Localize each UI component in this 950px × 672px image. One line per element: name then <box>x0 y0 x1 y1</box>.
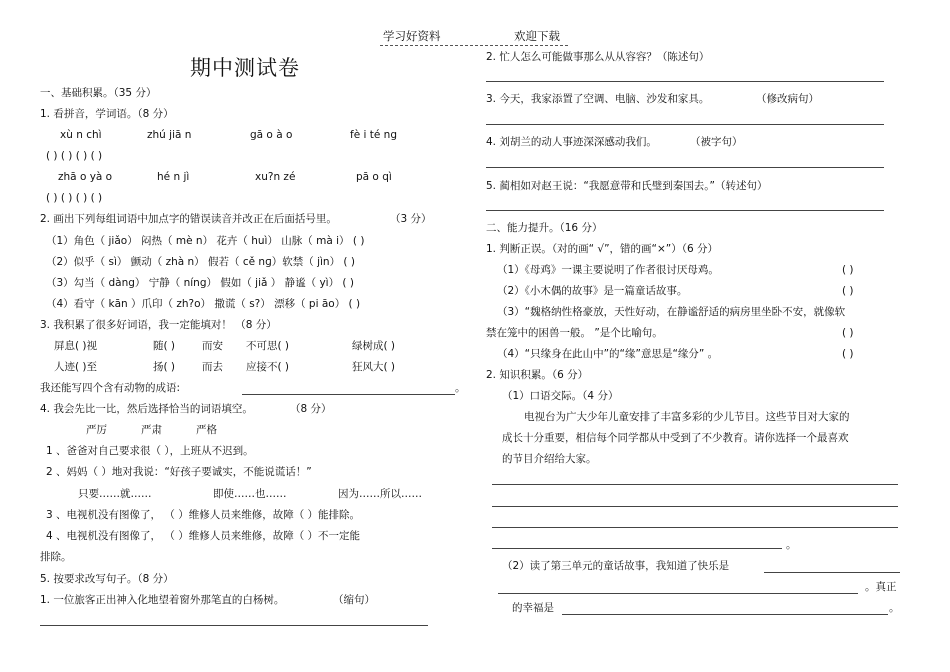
r-q4-text: 4. 刘胡兰的动人事迹深深感动我们。 <box>486 136 657 148</box>
q1-pinyin-1: xù n chì <box>60 129 102 141</box>
q1-pinyin-5: zhā o yà o <box>58 171 113 183</box>
header-left: 学习好资料 <box>383 29 441 43</box>
q4-sentence-4: 4 、电视机没有图像了， （ ）维修人员来维修，故障（ ）不一定能 <box>46 530 361 542</box>
q3-item-6b: 而去 <box>202 361 223 373</box>
oral-para-2: 成长十分重要，相信每个同学都从中受到了不少教育。请你选择一个最喜欢 <box>502 432 849 444</box>
q1-pinyin-4: fè i té ng <box>350 129 397 141</box>
r-q3-tag: （修改病句） <box>756 93 819 105</box>
q3-idiom-answer-line[interactable] <box>242 394 455 395</box>
judge-title: 1. 判断正误。（对的画“ √”，错的画“×”）（6 分） <box>486 243 718 255</box>
q3-idiom-label: 我还能写四个含有动物的成语: <box>40 382 181 394</box>
q3-item-5[interactable]: 人迹( )至 <box>54 361 98 373</box>
q4-word-1: 严厉 <box>86 424 107 436</box>
judge-answer-3[interactable]: ( ) <box>842 327 854 339</box>
oral-para-1: 电视台为广大少年儿童安排了丰富多彩的少儿节目。这些节目对大家的 <box>524 411 850 423</box>
judge-answer-4[interactable]: ( ) <box>842 348 854 360</box>
q3-item-2[interactable]: 随( ) <box>153 340 176 352</box>
q1-pinyin-2: zhú jiā n <box>147 129 192 141</box>
q4-sentence-3: 3 、电视机没有图像了， （ ）维修人员来维修，故障（ ）能排除。 <box>46 509 361 521</box>
oral-answer-line-2[interactable] <box>492 506 898 507</box>
q2-row-3: （3）勾当（ dàng） 宁静（ níng） 假如（ jiǎ ） 静谧（ yì） ( ) <box>46 277 354 289</box>
r-q5-answer-line[interactable] <box>486 210 884 211</box>
q5-sentence-1: 1. 一位旅客正出神入化地望着窗外那笔直的白杨树。 <box>40 594 285 606</box>
judge-item-1: （1）《母鸡》一课主要说明了作者很讨厌母鸡。 <box>497 264 719 276</box>
fairy-tale-cont: 。真正 <box>865 581 897 593</box>
happiness-answer-line-3[interactable] <box>562 614 888 615</box>
q3-item-3[interactable]: 不可思( ) <box>246 340 290 352</box>
q2-row-2: （2）似乎（ sì） 颤动（ zhà n） 假若（ cě nɡ）软禁（ jìn） ( ) <box>46 256 355 268</box>
q2-row-1: （1）角色（ jiǎo） 闷热（ mè n） 花卉（ huì） 山脉（ mà i） ( ) <box>46 235 365 247</box>
judge-answer-2[interactable]: ( ) <box>842 285 854 297</box>
q4-score: （8 分） <box>290 403 332 415</box>
q4-word-3: 严格 <box>196 424 217 436</box>
section-2-heading: 二、能力提升。（16 分） <box>486 222 603 234</box>
q1-answer-brackets-1[interactable]: ( ) ( ) ( ) ( ) <box>46 150 103 162</box>
q4-word-6: 因为……所以…… <box>338 488 422 500</box>
q1-pinyin-8: pā o qì <box>356 171 392 183</box>
fairy-tale-happiness-label: 的幸福是 <box>512 602 554 614</box>
header-divider <box>380 45 568 46</box>
happiness-answer-line-1[interactable] <box>764 572 900 573</box>
oral-para-3: 的节目介绍给大家。 <box>502 453 597 465</box>
q1-title: 1. 看拼音，学词语。（8 分） <box>40 108 174 120</box>
judge-item-4: （4）“只缘身在此山中”的“缘”意思是“缘分” 。 <box>497 348 719 360</box>
judge-item-3: （3）“魏格纳性格豪放，天性好动，在静谧舒适的病房里坐卧不安，就像软 <box>497 306 846 318</box>
q3-item-6[interactable]: 扬( ) <box>153 361 176 373</box>
r-q4-tag: （被字句） <box>690 136 743 148</box>
oral-answer-line-3[interactable] <box>492 527 898 528</box>
r-q2-answer-line[interactable] <box>486 81 884 82</box>
q5-title: 5. 按要求改写句子。（8 分） <box>40 573 174 585</box>
judge-item-3-cont: 禁在笼中的困兽一般。 ”是个比喻句。 <box>486 327 663 339</box>
q3-item-4[interactable]: 绿树成( ) <box>352 340 396 352</box>
page-title: 期中测试卷 <box>190 56 300 80</box>
q3-item-1[interactable]: 屏息( )视 <box>54 340 98 352</box>
q5-sentence-1-tag: （缩句） <box>333 594 375 606</box>
q2-title: 2. 画出下列每组词语中加点字的错误读音并改正在后面括号里。 <box>40 213 337 225</box>
q1-pinyin-6: hé n jì <box>157 171 190 183</box>
q1-answer-brackets-2[interactable]: ( ) ( ) ( ) ( ) <box>46 192 103 204</box>
judge-answer-1[interactable]: ( ) <box>842 264 854 276</box>
r-q5-text: 5. 蔺相如对赵王说：“我愿意带和氏璧到秦国去。”（转述句） <box>486 180 768 192</box>
r-q3-text: 3. 今天，我家添置了空调、电脑、沙发和家具。 <box>486 93 710 105</box>
q2-score: （3 分） <box>390 213 432 225</box>
oral-title: （1）口语交际。（4 分） <box>502 390 619 402</box>
r-q3-answer-line[interactable] <box>486 124 884 125</box>
q5-answer-line[interactable] <box>40 625 428 626</box>
q4-word-2: 严肃 <box>141 424 162 436</box>
q4-word-4: 只要……就…… <box>78 488 152 500</box>
q4-sentence-4-cont: 排除。 <box>40 551 72 563</box>
q3-item-8[interactable]: 狂风大( ) <box>352 361 396 373</box>
section-1-heading: 一、基础积累。（35 分） <box>40 87 157 99</box>
knowledge-title: 2. 知识积累。（6 分） <box>486 369 589 381</box>
r-q2-text: 2. 忙人怎么可能做事那么从从容容？（陈述句） <box>486 51 710 63</box>
fairy-tale-end: 。 <box>889 602 900 614</box>
judge-item-2: （2）《小木偶的故事》是一篇童话故事。 <box>497 285 688 297</box>
r-q4-answer-line[interactable] <box>486 167 884 168</box>
q4-title: 4. 我会先比一比，然后选择恰当的词语填空。 <box>40 403 253 415</box>
q3-item-2b: 而安 <box>202 340 223 352</box>
oral-answer-line-1[interactable] <box>492 484 898 485</box>
q4-word-5: 即使……也…… <box>213 488 287 500</box>
fairy-tale-prompt: （2）读了第三单元的童话故事，我知道了快乐是 <box>502 560 730 572</box>
q3-item-7[interactable]: 应接不( ) <box>246 361 290 373</box>
q1-pinyin-3: gā o à o <box>250 129 293 141</box>
q3-title: 3. 我积累了很多好词语，我一定能填对！ （8 分） <box>40 319 277 331</box>
q4-sentence-1: 1 、爸爸对自己要求很（ ），上班从不迟到。 <box>46 445 254 457</box>
oral-end-dot: 。 <box>786 539 797 551</box>
q1-pinyin-7: xu?n zé <box>255 171 296 183</box>
q2-row-4: （4）看守（ kān ）爪印（ zh?o） 撒谎（ s?） 漂移（ pi āo） ( ) <box>46 298 361 310</box>
q3-idiom-end: 。 <box>455 382 466 394</box>
header-right: 欢迎下载 <box>514 29 560 43</box>
happiness-answer-line-2[interactable] <box>498 593 858 594</box>
q4-sentence-2: 2 、妈妈（ ）地对我说：“好孩子要诚实，不能说谎话！” <box>46 466 312 478</box>
oral-answer-line-4[interactable] <box>492 548 782 549</box>
